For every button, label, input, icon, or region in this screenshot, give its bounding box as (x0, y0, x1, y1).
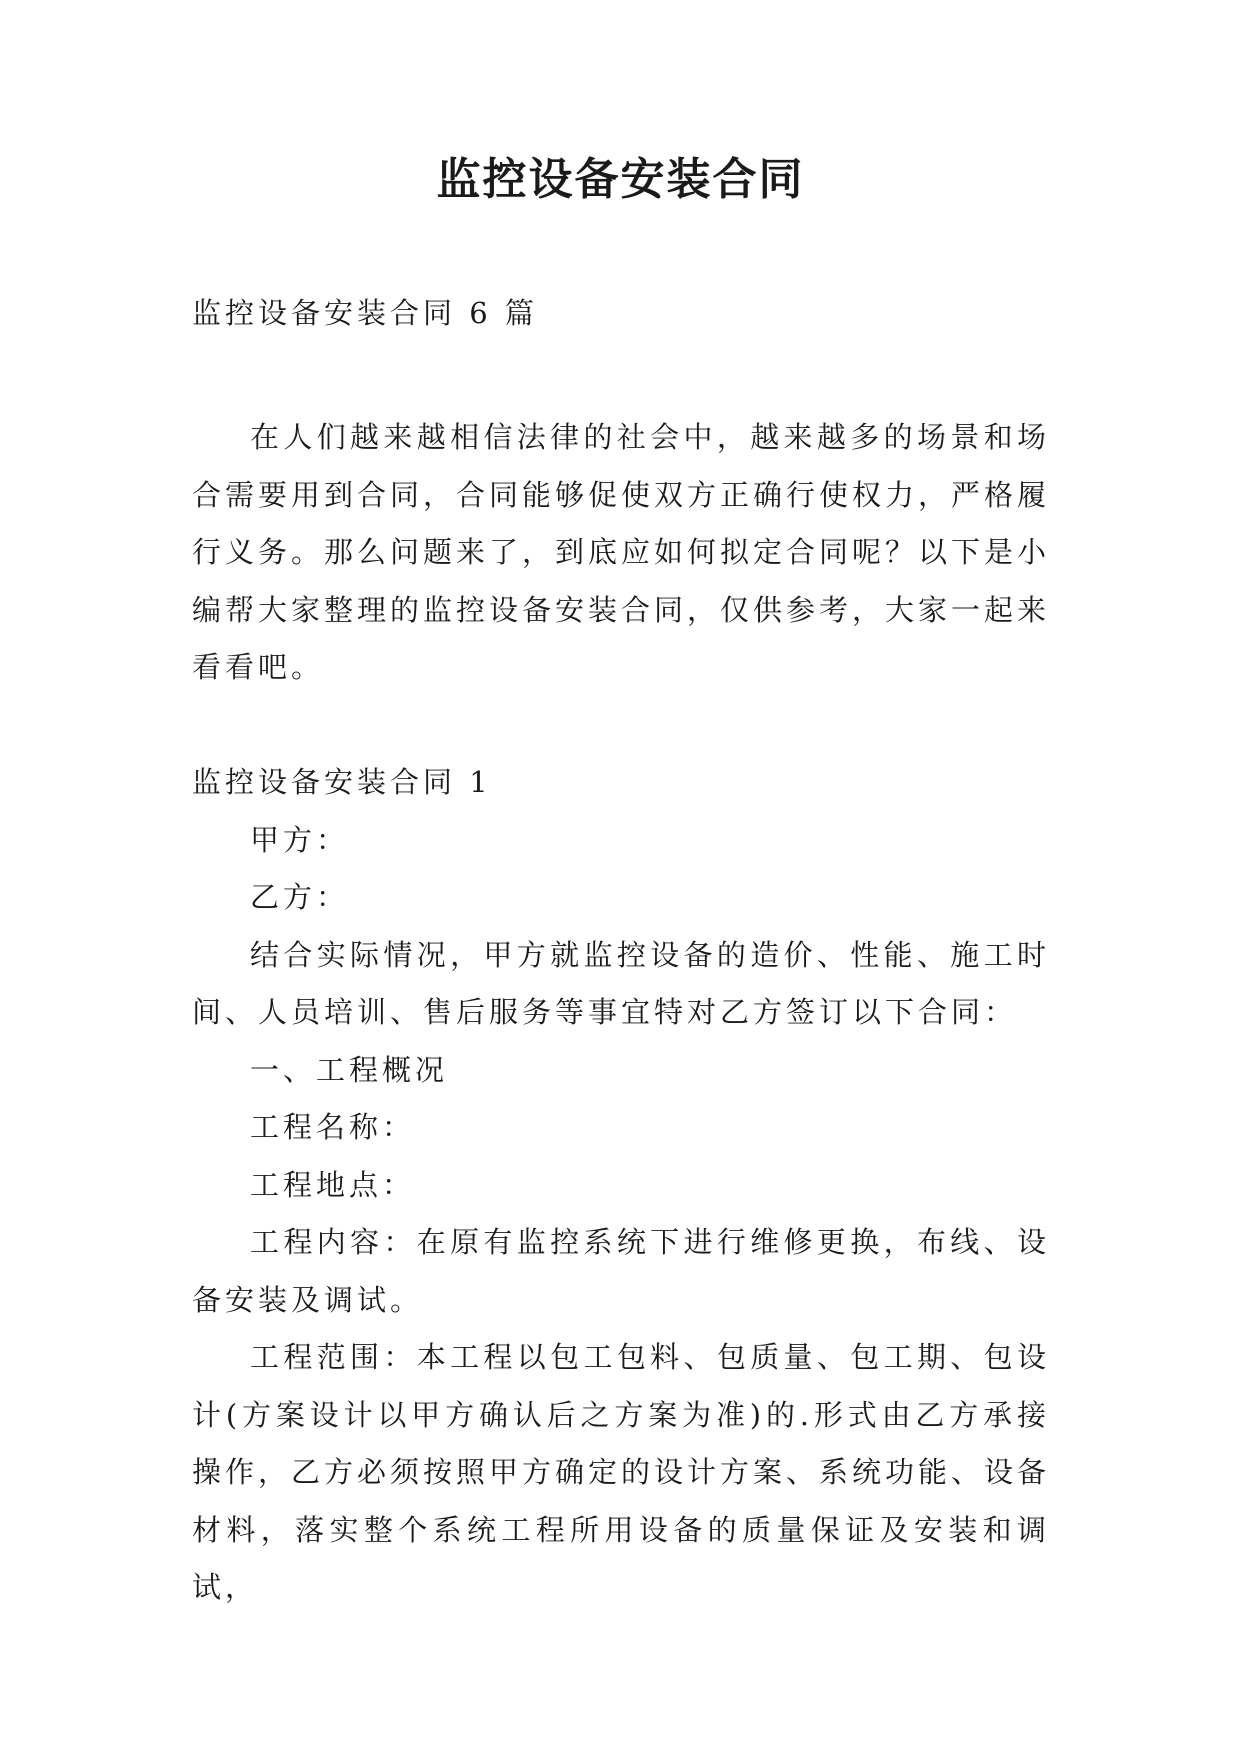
project-name-line: 工程名称： (250, 1110, 416, 1144)
intro-paragraph: 在人们越来越相信法律的社会中，越来越多的场景和场合需要用到合同，合同能够促使双方正确行使权力，严格履行义务。那么问题来了，到底应如何拟定合同呢？以下是小编帮大家整理的监控设备安装合同，仅供参考，大家一起来看看吧。 (192, 420, 1051, 684)
party-b-line: 乙方： (250, 880, 350, 914)
document-title: 监控设备安装合同 (436, 154, 805, 205)
project-content-paragraph: 工程内容：在原有监控系统下进行维修更换，布线、设备安装及调试。 (192, 1225, 1050, 1317)
intro-section (192, 409, 1050, 697)
document-subtitle: 监控设备安装合同 6 篇 (192, 296, 538, 330)
clause-heading: 一、工程概况 (250, 1052, 449, 1087)
party-a-line: 甲方： (250, 822, 350, 857)
project-scope-paragraph: 工程范围：本工程以包工包料、包质量、包工期、包设计(方案设计以甲方确认后之方案为准)的.形式由乙方承接操作，乙方必须按照甲方确定的设计方案、系统功能、设备材料，落实整个系统工程所用设备的质量保证及安装和调试， (192, 1340, 1051, 1604)
section-heading: 监控设备安装合同 1 (192, 765, 492, 799)
contract-section-1 (192, 754, 1050, 1617)
preamble-paragraph: 结合实际情况，甲方就监控设备的造价、性能、施工时间、人员培训、售后服务等事宜特对乙方签订以下合同： (192, 937, 1050, 1029)
project-location-line: 工程地点： (250, 1167, 416, 1202)
